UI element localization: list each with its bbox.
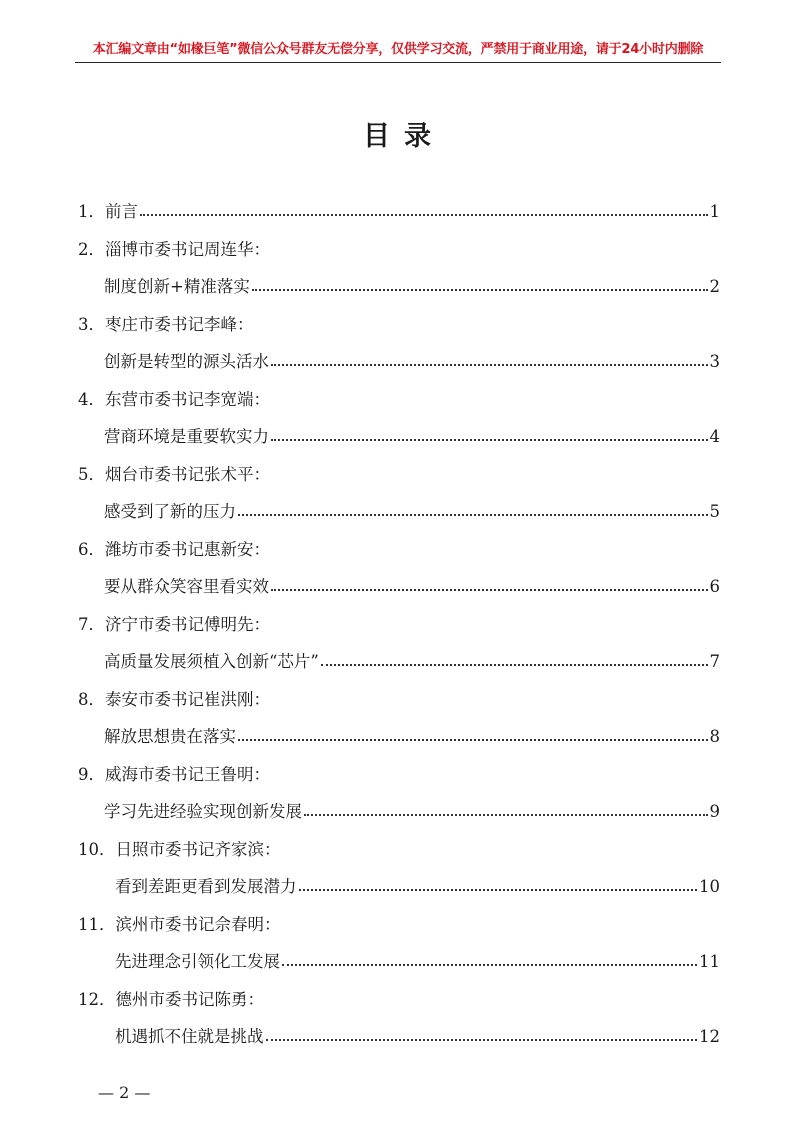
toc-page-number: 3 <box>709 352 720 371</box>
toc-entry <box>104 794 720 830</box>
toc-entry-heading <box>78 232 270 268</box>
toc-leader-dots <box>238 739 708 741</box>
toc-entry-author: 烟台市委书记张术平： <box>105 464 270 484</box>
page-number: — 2 — <box>98 1083 151 1102</box>
toc-entry-number: 1． <box>78 202 105 221</box>
toc-entry-author: 东营市委书记李宽端： <box>105 389 270 409</box>
toc-leader-dots <box>304 814 708 816</box>
toc-page-number: 2 <box>709 277 720 296</box>
toc-entry-number: 7． <box>78 614 105 634</box>
toc-leader-dots <box>252 289 708 291</box>
toc-entry-number: 3． <box>78 314 105 334</box>
toc-entry-number: 8． <box>78 689 105 709</box>
toc-entry-title: 先进理念引领化工发展 <box>115 952 280 971</box>
toc-page-number: 7 <box>709 652 720 671</box>
toc-entry <box>104 269 720 305</box>
toc-leader-dots <box>271 589 708 591</box>
toc-entry-author: 潍坊市委书记惠新安： <box>105 539 270 559</box>
toc-entry-number: 9． <box>78 764 105 784</box>
toc-entry-title: 要从群众笑容里看实效 <box>104 577 269 596</box>
toc-entry-number: 2． <box>78 239 105 259</box>
toc-entry-title: 营商环境是重要软实力 <box>104 427 269 446</box>
toc-page-number: 4 <box>709 427 720 446</box>
toc-entry <box>104 569 720 605</box>
toc-entry-number: 12． <box>78 989 116 1009</box>
toc-entry-author: 枣庄市委书记李峰： <box>105 314 254 334</box>
toc-leader-dots <box>271 439 708 441</box>
toc-page-number: 6 <box>709 577 720 596</box>
toc-page-number: 9 <box>709 802 720 821</box>
page-title: 目录 <box>363 121 445 152</box>
toc-entry <box>115 869 720 905</box>
toc-page-number: 11 <box>699 952 720 971</box>
toc-entry-title: 制度创新+精准落实 <box>104 277 250 296</box>
toc-entry-title: 解放思想贵在落实 <box>104 727 236 746</box>
toc-entry-heading <box>78 607 270 643</box>
toc-entry-number: 4． <box>78 389 105 409</box>
toc-entry-title: 感受到了新的压力 <box>104 502 236 521</box>
toc-entry-author: 日照市委书记齐家滨： <box>115 839 281 859</box>
toc-entry-heading <box>78 382 270 418</box>
toc-entry-heading <box>78 982 264 1018</box>
toc-entry-number: 5． <box>78 464 105 484</box>
toc-page-number: 8 <box>709 727 720 746</box>
toc-entry-number: 11． <box>78 914 116 934</box>
toc-entry <box>104 719 720 755</box>
toc-leader-dots <box>140 214 708 216</box>
toc-entry-author: 德州市委书记陈勇： <box>115 989 264 1009</box>
toc-entry <box>78 194 720 230</box>
toc-entry-title: 看到差距更看到发展潜力 <box>115 877 297 896</box>
toc-entry <box>104 344 720 380</box>
toc-entry-heading <box>78 907 281 943</box>
toc-entry-number: 6． <box>78 539 105 559</box>
toc-entry-heading <box>78 757 270 793</box>
toc-leader-dots <box>299 889 698 891</box>
toc-page-number: 12 <box>699 1027 720 1046</box>
toc-entry-author: 威海市委书记王鲁明： <box>105 764 270 784</box>
toc-entry-heading <box>78 832 281 868</box>
header-divider <box>75 62 721 63</box>
header-notice: 本汇编文章由“如椽巨笔”微信公众号群友无偿分享，仅供学习交流，严禁用于商业用途，请于24小时内删除 <box>92 42 704 57</box>
toc-entry-title: 高质量发展须植入创新“芯片” <box>104 652 319 671</box>
toc-leader-dots <box>282 964 697 966</box>
toc-page-number: 10 <box>699 877 720 896</box>
toc-entry <box>104 419 720 455</box>
toc-entry <box>104 644 720 680</box>
toc-entry-author: 济宁市委书记傅明先： <box>105 614 270 634</box>
toc-leader-dots <box>238 514 708 516</box>
toc-page-number: 1 <box>709 202 720 221</box>
toc-leader-dots <box>266 1039 698 1041</box>
toc-entry-title: 学习先进经验实现创新发展 <box>104 802 302 821</box>
toc-entry-heading <box>78 457 270 493</box>
toc-entry-title: 机遇抓不住就是挑战 <box>115 1027 264 1046</box>
toc-entry-number: 10． <box>78 839 116 859</box>
toc-page-number: 5 <box>709 502 720 521</box>
toc-entry-heading <box>78 307 254 343</box>
toc-leader-dots <box>271 364 708 366</box>
toc-entry <box>104 494 720 530</box>
toc-entry <box>115 944 720 980</box>
toc-leader-dots <box>321 664 708 666</box>
toc-entry-heading <box>78 532 270 568</box>
toc-entry-heading <box>78 682 270 718</box>
toc-entry-title: 前言 <box>105 202 138 221</box>
toc-entry-author: 滨州市委书记佘春明： <box>115 914 281 934</box>
toc-entry <box>115 1019 720 1055</box>
toc-entry-title: 创新是转型的源头活水 <box>104 352 269 371</box>
toc-entry-author: 泰安市委书记崔洪刚： <box>105 689 270 709</box>
toc-entry-author: 淄博市委书记周连华： <box>105 239 270 259</box>
